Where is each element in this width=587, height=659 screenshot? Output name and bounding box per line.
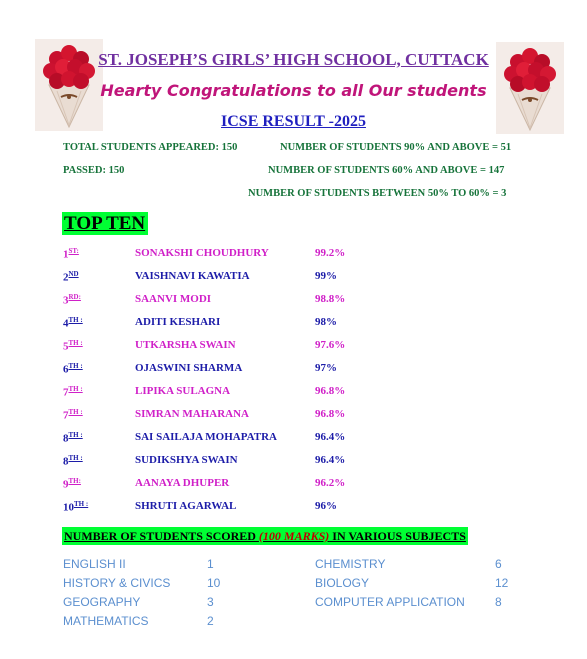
stat-above-60: NUMBER OF STUDENTS 60% AND ABOVE = 147 xyxy=(268,165,505,176)
student-percentage: 97.6% xyxy=(315,339,346,351)
rank-suffix: RD: xyxy=(68,293,81,301)
subject-name: HISTORY & CIVICS xyxy=(63,576,171,590)
rank-suffix: TH : xyxy=(68,339,83,347)
subject-count: 10 xyxy=(207,576,221,590)
rank-suffix: TH : xyxy=(68,362,83,370)
rank-position xyxy=(63,362,83,376)
rank-position xyxy=(63,293,81,307)
rank-position xyxy=(63,408,83,422)
rank-suffix: ST: xyxy=(68,247,79,255)
subject-name: MATHEMATICS xyxy=(63,614,149,628)
student-percentage: 96.4% xyxy=(315,431,346,443)
result-title-prefix: ICSE xyxy=(221,113,263,130)
stat-appeared: TOTAL STUDENTS APPEARED: 150 xyxy=(63,142,238,153)
student-name: VAISHNAVI KAWATIA xyxy=(135,270,250,282)
subject-count: 12 xyxy=(495,576,509,590)
rank-suffix: TH : xyxy=(68,408,83,416)
student-name: SAANVI MODI xyxy=(135,293,212,305)
rank-number: 10 xyxy=(63,501,74,514)
stat-above-90: NUMBER OF STUDENTS 90% AND ABOVE = 51 xyxy=(280,142,512,153)
rank-number: 3 xyxy=(63,294,69,307)
student-name: UTKARSHA SWAIN xyxy=(135,339,236,351)
subject-name: BIOLOGY xyxy=(315,576,370,590)
rank-number: 6 xyxy=(63,363,69,376)
rank-number: 8 xyxy=(63,432,69,445)
rank-position xyxy=(63,477,81,491)
rank-number: 9 xyxy=(63,478,69,491)
rank-row xyxy=(0,362,587,378)
subject-count: 3 xyxy=(207,595,214,609)
rank-row xyxy=(0,408,587,424)
student-name: OJASWINI SHARMA xyxy=(135,362,243,374)
student-percentage: 96.8% xyxy=(315,408,346,420)
result-title-rest: RESULT -2025 xyxy=(262,113,366,130)
stat-passed: PASSED: 150 xyxy=(63,165,125,176)
stat-between-50-60: NUMBER OF STUDENTS BETWEEN 50% TO 60% = 3 xyxy=(248,188,507,199)
rank-row xyxy=(0,247,587,263)
result-title xyxy=(0,113,587,131)
student-name: SAI SAILAJA MOHAPATRA xyxy=(135,431,277,443)
student-percentage: 99.2% xyxy=(315,247,346,259)
subject-count: 8 xyxy=(495,595,502,609)
rank-suffix: TH : xyxy=(68,454,83,462)
rank-number: 7 xyxy=(63,409,69,422)
rank-row xyxy=(0,500,587,516)
student-percentage: 96% xyxy=(315,500,337,512)
student-name: ADITI KESHARI xyxy=(135,316,221,328)
student-percentage: 96.8% xyxy=(315,385,346,397)
rank-suffix: TH : xyxy=(68,431,83,439)
student-percentage: 97% xyxy=(315,362,337,374)
rank-suffix: ND xyxy=(68,270,79,278)
rank-position xyxy=(63,385,83,399)
student-percentage: 98.8% xyxy=(315,293,346,305)
rank-suffix: TH : xyxy=(74,500,89,508)
rank-position xyxy=(63,500,88,514)
rank-position xyxy=(63,431,83,445)
subject-name: ENGLISH II xyxy=(63,557,126,571)
rank-row xyxy=(0,293,587,309)
rank-position xyxy=(63,316,83,330)
rank-row xyxy=(0,454,587,470)
rank-row xyxy=(0,477,587,493)
student-percentage: 98% xyxy=(315,316,337,328)
rank-position xyxy=(63,270,79,284)
rank-suffix: TH : xyxy=(68,316,83,324)
rank-number: 8 xyxy=(63,455,69,468)
rank-number: 2 xyxy=(63,271,69,284)
rank-row xyxy=(0,339,587,355)
rank-suffix: TH : xyxy=(68,385,83,393)
rank-row xyxy=(0,316,587,332)
subjects-banner-prefix: NUMBER OF STUDENTS SCORED xyxy=(64,529,259,543)
subject-count: 6 xyxy=(495,557,502,571)
subject-name: CHEMISTRY xyxy=(315,557,386,571)
subjects-banner-emphasis: (100 MARKS) xyxy=(258,529,330,543)
student-percentage: 99% xyxy=(315,270,337,282)
student-name: AANAYA DHUPER xyxy=(135,477,230,489)
rank-number: 7 xyxy=(63,386,69,399)
subjects-banner xyxy=(62,527,468,545)
rank-row xyxy=(0,385,587,401)
student-percentage: 96.2% xyxy=(315,477,346,489)
rank-row xyxy=(0,431,587,447)
student-percentage: 96.4% xyxy=(315,454,346,466)
rank-position xyxy=(63,339,83,353)
rank-suffix: TH: xyxy=(68,477,81,485)
congratulations-line: Hearty Congratulations to all Our students xyxy=(100,81,487,100)
student-name: SUDIKSHYA SWAIN xyxy=(135,454,238,466)
student-name: LIPIKA SULAGNA xyxy=(135,385,231,397)
student-name: SIMRAN MAHARANA xyxy=(135,408,249,420)
rank-position xyxy=(63,247,79,261)
student-name: SHRUTI AGARWAL xyxy=(135,500,237,512)
rank-number: 4 xyxy=(63,317,69,330)
subjects-banner-suffix: IN VARIOUS SUBJECTS xyxy=(329,529,466,543)
rank-position xyxy=(63,454,83,468)
subject-name: GEOGRAPHY xyxy=(63,595,141,609)
student-name: SONAKSHI CHOUDHURY xyxy=(135,247,269,259)
rank-row xyxy=(0,270,587,286)
subject-count: 1 xyxy=(207,557,214,571)
top-ten-heading: TOP TEN xyxy=(62,212,148,235)
school-name: ST. JOSEPH’S GIRLS’ HIGH SCHOOL, CUTTACK xyxy=(98,50,489,69)
rank-number: 5 xyxy=(63,340,69,353)
subject-count: 2 xyxy=(207,614,214,628)
subject-name: COMPUTER APPLICATION xyxy=(315,595,465,609)
rank-number: 1 xyxy=(63,248,69,261)
